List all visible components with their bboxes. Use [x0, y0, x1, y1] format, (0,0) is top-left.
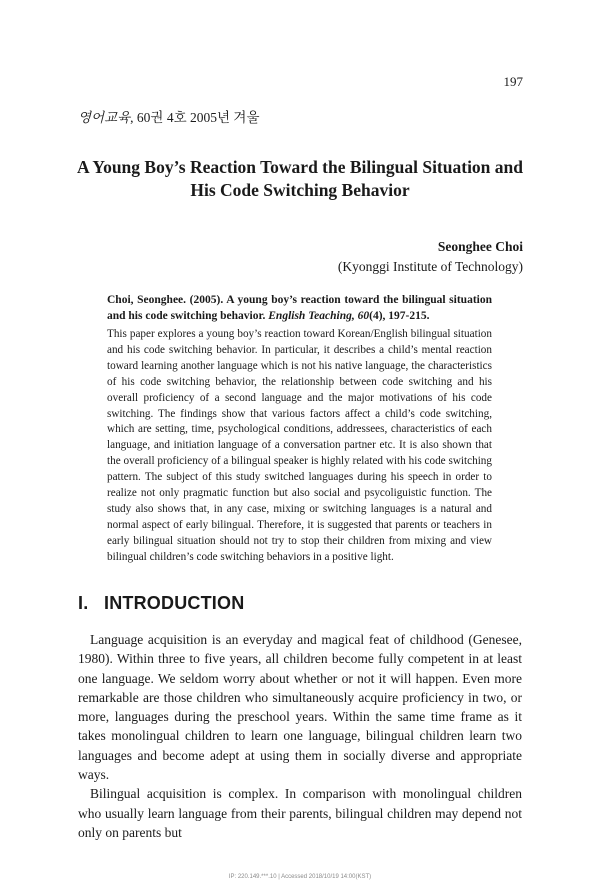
- page-number: 197: [503, 74, 523, 89]
- journal-issue-details: , 60권 4호 2005년 겨울: [130, 110, 260, 125]
- paper-title-line-2: His Code Switching Behavior: [190, 180, 410, 200]
- citation-journal: English Teaching, 60: [268, 310, 370, 322]
- citation-issue-pages: (4), 197-215.: [369, 310, 430, 322]
- section-number: I.: [78, 593, 89, 613]
- paper-title: [60, 156, 540, 202]
- abstract: This paper explores a young boy’s reaction toward Korean/English bilingual situation and his code switching behavior. In particular, it describes a child’s mental reaction toward learning another language which is not his native language, the characteristics of his code switching behavior, the relationship between code switching and his overall proficiency of a second language and the major motivations of his code switching. The findings show that various factors affect a child’s code switching, which are setting, time, psychological conditions, addressees, characteristics of each language, and initiation language of a conversation partner etc. It is also shown that the overall proficiency of a bilingual speaker is highly related with his code switching pattern. The subject of this study switched languages during his speech in order to realize not only pragmatic function but also social and psycoliguistic function. The study also shows that, in any case, mixing or switching languages is a natural and normal aspect of early bilingual. Therefore, it is suggested that parents or teachers in early bilingual situation should not try to stop their children from mixing and view bilingual children’s code switching behaviors in a positive light.: [107, 328, 492, 563]
- citation: [107, 292, 492, 324]
- author-block: [338, 237, 523, 277]
- author-affiliation: (Kyonggi Institute of Technology): [337, 259, 523, 274]
- citation-reference: Choi, Seonghee. (2005). A young boy’s reaction toward the bilingual situation and his code switching behavior.: [107, 294, 492, 322]
- journal-header: [78, 106, 260, 126]
- paragraph: Bilingual acquisition is complex. In comparison with monolingual children who usually learn language from their parents, bilingual children may depend not only on parents but: [78, 786, 522, 840]
- journal-name: 영어교육: [78, 110, 131, 125]
- paper-title-line-1: A Young Boy’s Reaction Toward the Bilingual Situation and: [76, 157, 524, 177]
- section-heading: [78, 593, 244, 614]
- section-title: INTRODUCTION: [104, 593, 245, 613]
- access-footer: IP: 220.149.***.10 | Accessed 2018/10/19 14:00(KST): [228, 874, 372, 880]
- body-text: [78, 630, 522, 842]
- author-name: Seonghee Choi: [437, 239, 523, 254]
- paragraph: Language acquisition is an everyday and magical feat of childhood (Genesee, 1980). Within three to five years, all children become fully competent in at least one language. We seldom worry about whether or not it will happen. Even more remarkable are those children who simultaneously acquire proficiency in two, or more, languages during the preschool years. Within the same time frame as it takes monolingual children to learn one language, bilingual children learn two languages and become adept at using them in socially diverse and appropriate ways.: [78, 632, 522, 783]
